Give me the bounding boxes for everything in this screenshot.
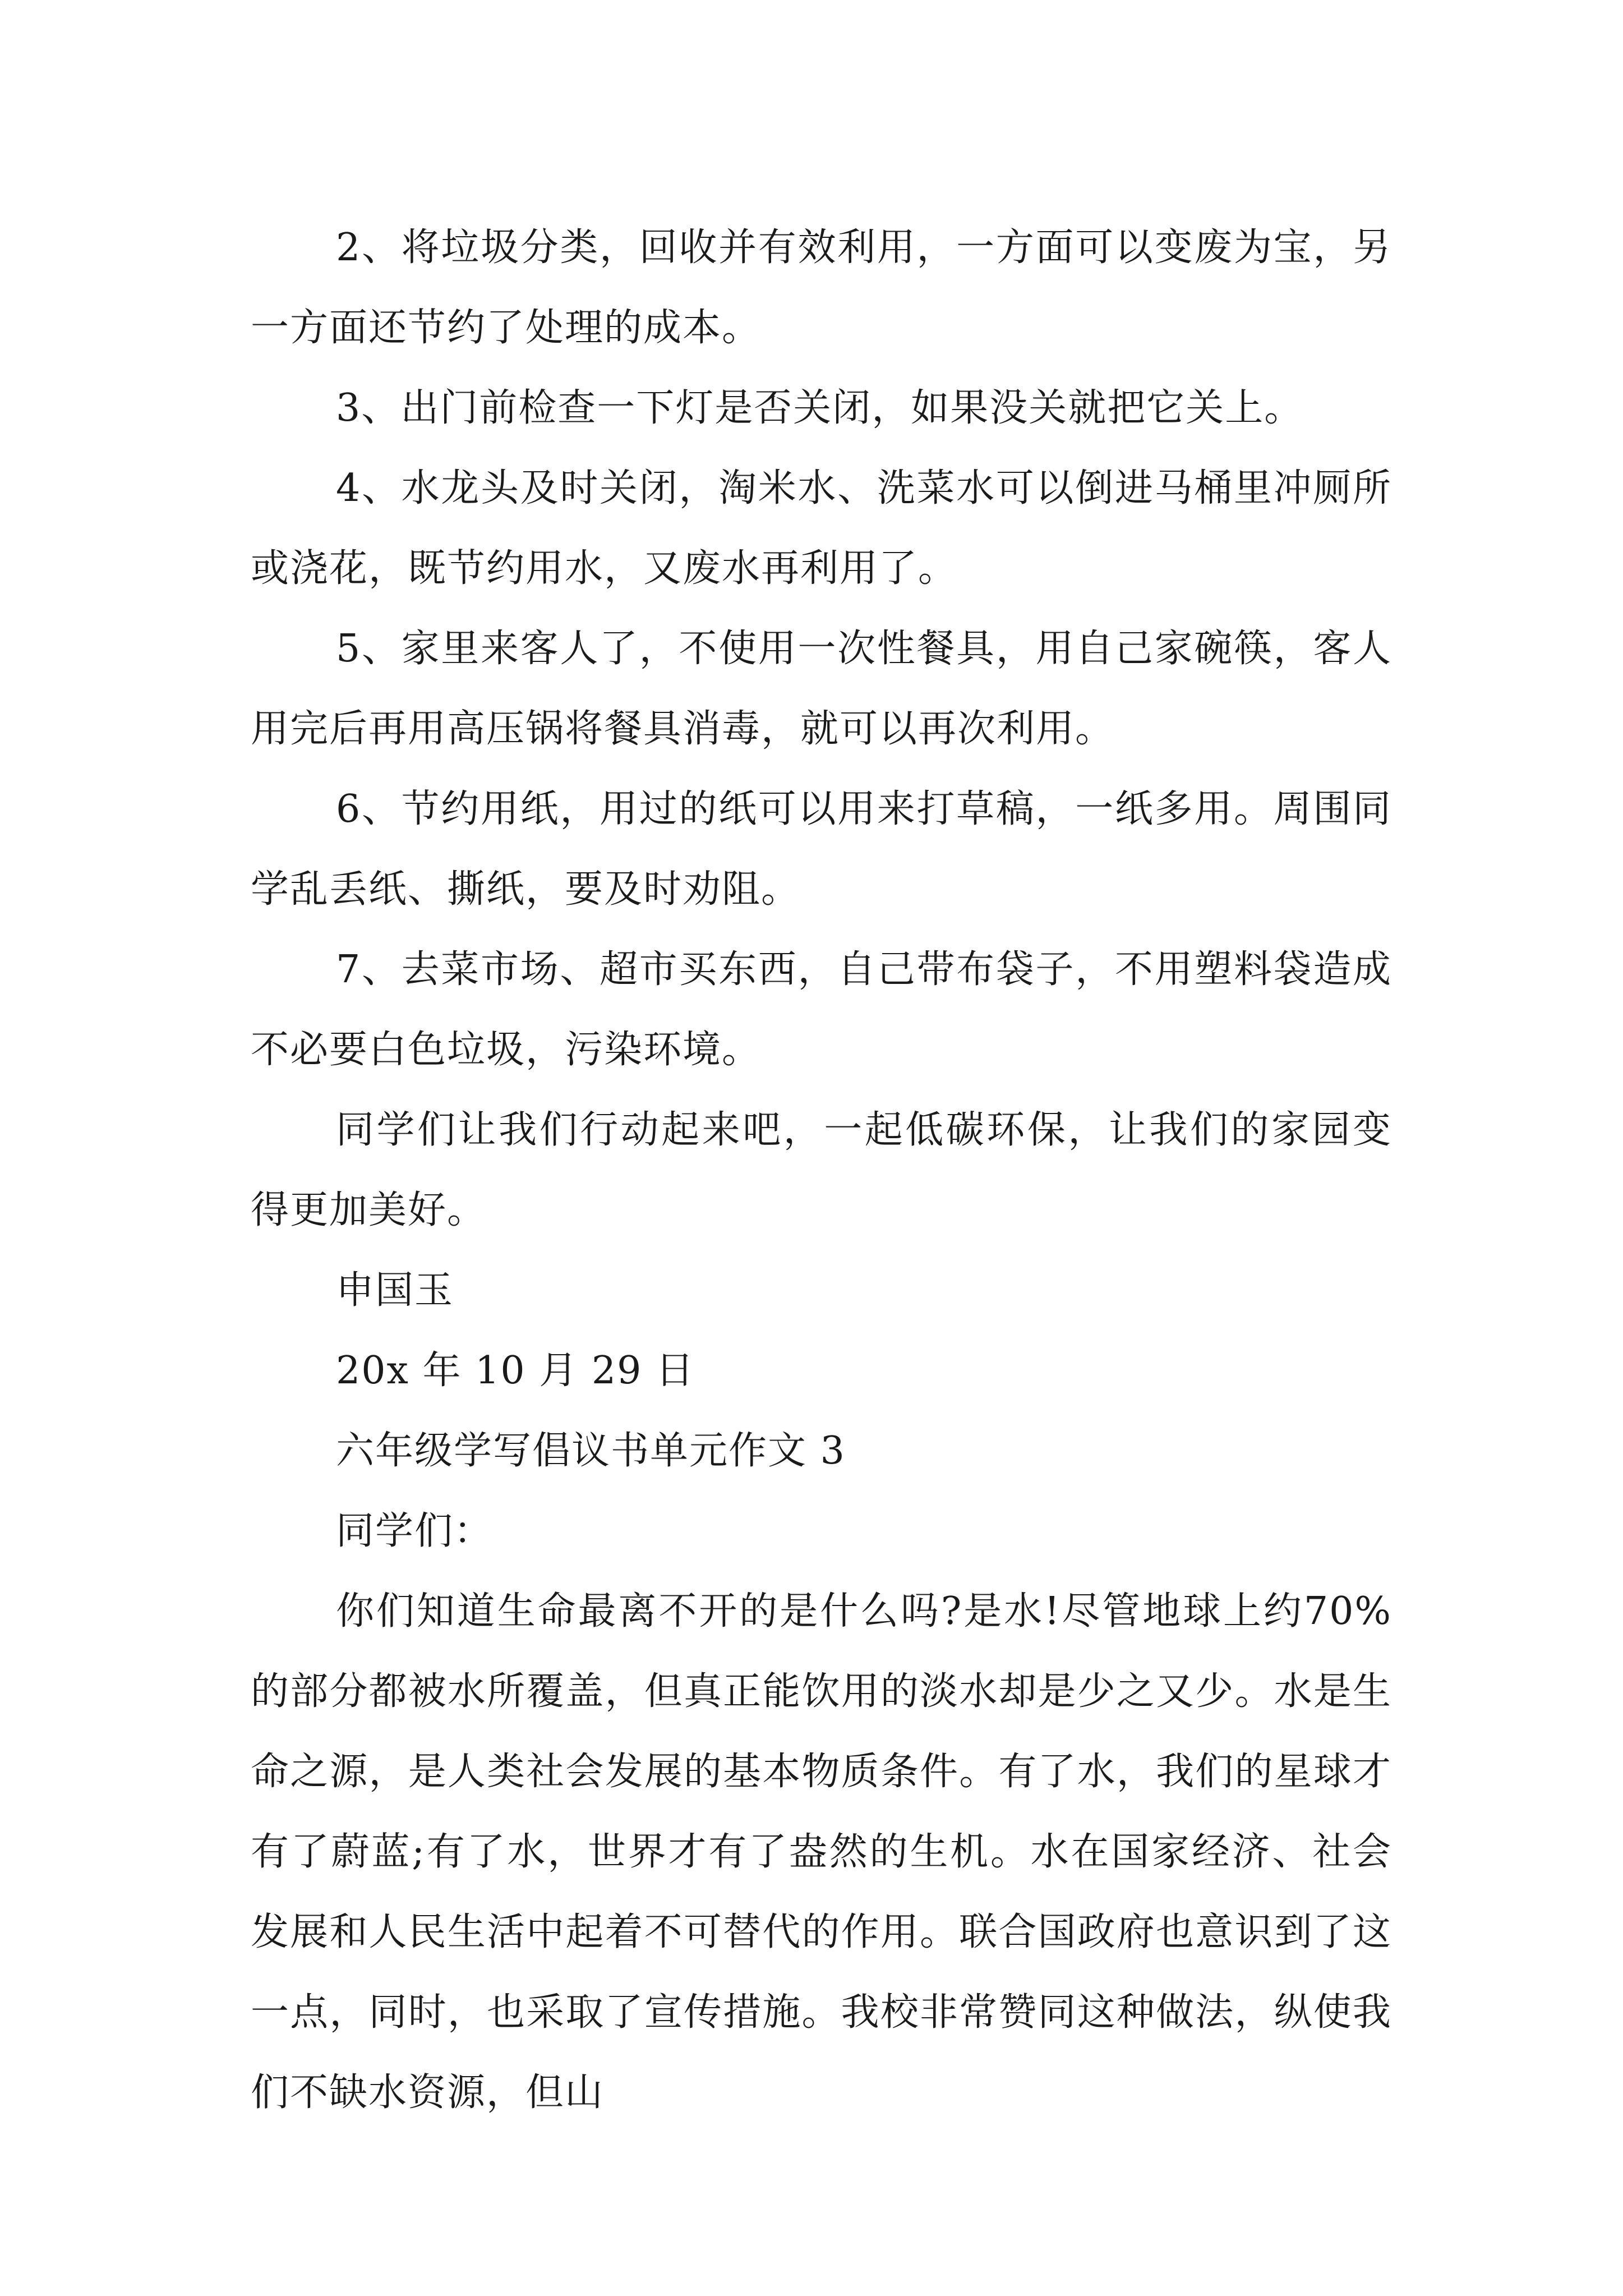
paragraph-item-3: 3、出门前检查一下灯是否关闭，如果没关就把它关上。 <box>336 386 1304 430</box>
paragraph-item-7: 7、去菜市场、超市买东西，自己带布袋子，不用塑料袋造成不必要白色垃圾，污染环境。 <box>251 947 1392 1072</box>
paragraph-item-6: 6、节约用纸，用过的纸可以用来打草稿，一纸多用。周围同学乱丢纸、撕纸，要及时劝阻。 <box>251 787 1392 912</box>
document-body <box>251 208 1392 2133</box>
closing-paragraph: 同学们让我们行动起来吧，一起低碳环保，让我们的家园变得更加美好。 <box>251 1108 1392 1232</box>
paragraph-item-5: 5、家里来客人了，不使用一次性餐具，用自己家碗筷，客人用完后再用高压锅将餐具消毒，就可以再次利用。 <box>251 627 1392 751</box>
body-paragraph: 你们知道生命最离不开的是什么吗?是水!尽管地球上约70%的部分都被水所覆盖，但真正能饮用的淡水却是少之又少。水是生命之源，是人类社会发展的基本物质条件。有了水，我们的星球才有了蔚蓝;有了水，世界才有了盎然的生机。水在国家经济、社会发展和人民生活中起着不可替代的作用。联合国政府也意识到了这一点，同时，也采取了宣传措施。我校非常赞同这种做法，纵使我们不缺水资源，但山 <box>251 1589 1392 2115</box>
signature-date: 20x 年 10 月 29 日 <box>336 1349 695 1393</box>
paragraph-item-2: 2、将垃圾分类，回收并有效利用，一方面可以变废为宝，另一方面还节约了处理的成本。 <box>251 226 1392 350</box>
essay-title: 六年级学写倡议书单元作文 3 <box>336 1429 846 1473</box>
salutation: 同学们： <box>336 1509 494 1553</box>
signature-name: 申国玉 <box>336 1268 454 1313</box>
paragraph-item-4: 4、水龙头及时关闭，淘米水、洗菜水可以倒进马桶里冲厕所或浇花，既节约用水，又废水再利用了。 <box>251 466 1392 591</box>
